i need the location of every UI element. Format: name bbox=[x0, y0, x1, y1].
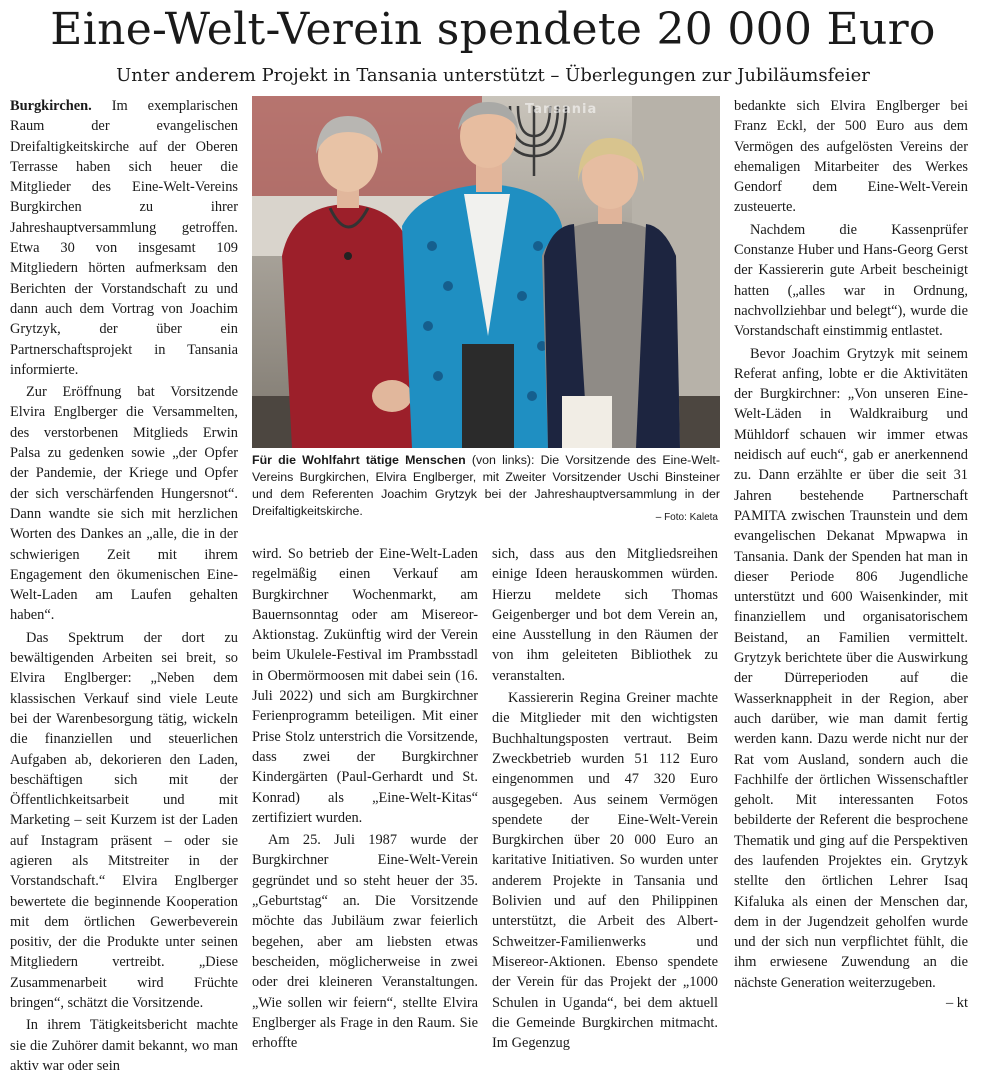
paragraph: Am 25. Juli 1987 wurde der Burgkirchner Eine-Welt-Verein gegründet und so steht heuer der 35. „Geburtstag“ an. Die Vorsitzende möchte das Jubiläum zwar feierlich begehen, aber am liebsten etwas bescheiden, möglicherweise in zwei oder drei kleineren Veranstaltungen. „Wie sollen wir feiern“, stellte Elvira Englberger als Frage in den Raum. Sie erhoffte bbox=[252, 832, 478, 1052]
paragraph bbox=[10, 96, 238, 380]
photo-credit: – Foto: Kaleta bbox=[655, 512, 718, 523]
caption-lead: Für die Wohlfahrt tätige Menschen bbox=[252, 453, 466, 467]
article-column-4 bbox=[734, 96, 968, 1013]
paragraph: In ihrem Tätigkeitsbericht machte sie die Zuhörer damit bekannt, wo man aktiv war oder sein bbox=[10, 1017, 238, 1074]
photo-caption bbox=[252, 452, 720, 520]
subheadline: Unter anderem Projekt in Tansania unterstützt – Überlegungen zur Jubiläumsfeier bbox=[116, 65, 870, 86]
paragraph: bedankte sich Elvira Englberger bei Franz Eckl, der 500 Euro aus dem Vermögen des aufgelösten Vereins der ehemaligen Mitarbeiter des Werkes Gendorf dem Eine-Welt-Verein zusteuerte. bbox=[734, 98, 968, 216]
caption-body: (von links): Die Vorsitzende des Eine-Welt-Vereins Burgkirchen, Elvira Englberger, mit Zweiter Vorsitzender Uschi Binsteiner und dem Referenten Joachim Grytzyk bei der Jahreshauptversammlung in der Dreifaltigkeitskirche. bbox=[252, 453, 720, 518]
paragraph: wird. So betrieb der Eine-Welt-Laden regelmäßig einen Verkauf am Burgkirchner Wochenmarkt, am Bauernsonntag oder am Misereor-Aktionstag. Zukünftig wird der Verein beim Ukulele-Festival im Prambsstadl in Obermörmoosen mit dabei sein (16. Juli 2022) und sich am Burgkirchner Ferienprogramm beteiligen. Mit einer Prise Stolz unterstrich die Vorsitzende, dass zwei der Burgkirchner Kindergärten (Paul-Gerhardt und St. Konrad) als „Eine-Welt-Kitas“ zertifiziert wurden. bbox=[252, 546, 478, 826]
paragraph bbox=[734, 344, 968, 1012]
headline: Eine-Welt-Verein spendete 20 000 Euro bbox=[50, 4, 936, 55]
paragraph: Das Spektrum der dort zu bewältigenden Arbeiten sei breit, so Elvira Englberger: „Neben dem klassischen Verkauf sind viele Leute bei der Warenbesorgung tätig, wickeln die finanziellen und steuerlichen Aufgaben ab, dekorieren den Laden, beschäftigen sich mit der Öffentlichkeitsarbeit und mit Marketing – seit Kurzem ist der Laden auf Instagram präsent – oder sie agieren als Mitstreiter in der Vorstandschaft.“ Elvira Englberger bewertete die beginnende Kooperation mit dem örtlichen Gewerbeverein positiv, der die Produkte unter seinen Mitgliedern vertreibt. „Diese Zusammenarbeit wird Früchte bringen“, schätzt die Vorsitzende. bbox=[10, 629, 238, 1012]
article-photo bbox=[252, 96, 720, 448]
paragraph: Zur Eröffnung bat Vorsitzende Elvira Englberger die Versammelten, des verstorbenen Mitglieds Erwin Palsa zu gedenken sowie „der Opfer der Pandemie, der Kriege und Opfer der sich verschärfenden Hungersnot“. Dann wandte sie sich mit herzlichen Worten des Dankes an „alle, die in der schwierigen Zeit mit ihrem Engagement den ökumenischen Eine-Welt-Laden am Laufen gehalten haben“. bbox=[10, 384, 238, 624]
paragraph-text: Im exemplarischen Raum der evangelischen Dreifaltigkeitskirche auf der Oberen Terrasse haben sich heuer die Mitglieder des Eine-Welt-Vereins Burgkirchen zu ihrer Jahreshauptversammlung getroffen. Etwa 30 von insgesamt 109 Mitgliedern hörten aufmerksam den Berichten der Vorstandschaft zu und dann auch dem Vortrag von Joachim Grytzyk, der über ein Partnerschaftsprojekt in Tansania informierte. bbox=[10, 98, 238, 378]
paragraph: Kassiererin Regina Greiner machte die Mitglieder mit den wichtigsten Buchhaltungsposten vertraut. Beim Zweckbetrieb wurden 51 112 Euro eingenommen und 47 320 Euro ausgegeben. Aus seinem Vermögen spendete der Eine-Welt-Verein Burgkirchen über 20 000 Euro an karitative Initiativen. So wurden unter anderem Projekte in Tansania und Bolivien und auf den Philippinen unterstützt, die Arbeit des Albert-Schweitzer-Familienwerks und Misereor-Aktionen. Ebenso spendete der Verein für das Projekt der „1000 Schulen in Uganda“, bei dem aktuell die Gemeinde Burgkirchen mitmacht. Im Gegenzug bbox=[492, 690, 718, 1052]
article-column-2 bbox=[252, 544, 478, 1053]
paragraph-text: Bevor Joachim Grytzyk mit seinem Referat anfing, lobte er die Aktivitäten der Burgkirchner: „Von unseren Eine-Welt-Läden in Waldkraiburg und Mühldorf schauen wir immer etwas neidisch auf euch“, gab er anerkennend zu. Dann erzählte er über die seit 31 Jahren bestehende Partnerschaft PAMITA zwischen Traunstein und dem evangelischen Dekanat Mpwapwa in Tansania. Dank der Spenden hat man in dieser Periode 806 Jugendliche unterstützt und 600 Waisenkinder, mit finanziellem und organisatorischem Beistand, an Familien vermittelt. Grytzyk berichtete über die Auswirkung der Dürreperioden auf die Wasserknappheit in der Region, aber auch darüber, wie man damit fertig werden kann. Dazu werde nicht nur der Rat vom Ausland, sondern auch die Fachhilfe der örtlichen Wissenschaftler geholt. Mit interessanten Fotos bebilderte der Referent die besprochene Thematik und ging auf die Perspektiven des laufenden Projektes ein. Grytzyk stellte den örtlichen Lehrer Isaq Kifaluka als einen der Menschen dar, dem in der Jugendzeit geholfen wurde und der sich nun verpflichtet fühlt, die ihm erwiesene Zuwendung an die nächste Generation weiterzugeben. bbox=[734, 345, 968, 991]
photo-illustration bbox=[252, 96, 720, 448]
article-column-1 bbox=[10, 96, 238, 1076]
paragraph: Nachdem die Kassenprüfer Constanze Huber und Hans-Georg Gerst der Kassiererin gute Arbeit bescheinigt hatten („alles war in Ordnung, nachvollziehbar und belegt“), wurde die Vorstandschaft einstimmig entlastet. bbox=[734, 221, 968, 340]
article-column-3 bbox=[492, 544, 718, 1053]
paragraph: sich, dass aus den Mitgliedsreihen einige Ideen herauskommen würden. Hierzu meldete sich Thomas Geigenberger und bot dem Verein an, eine Ausstellung in den Räumen der von ihm geleiteten Bibliothek zu veranstalten. bbox=[492, 546, 718, 684]
dateline: Burgkirchen. bbox=[10, 98, 92, 114]
author-signoff: – kt bbox=[946, 995, 968, 1012]
photo-background-text: Tansania bbox=[525, 102, 598, 117]
